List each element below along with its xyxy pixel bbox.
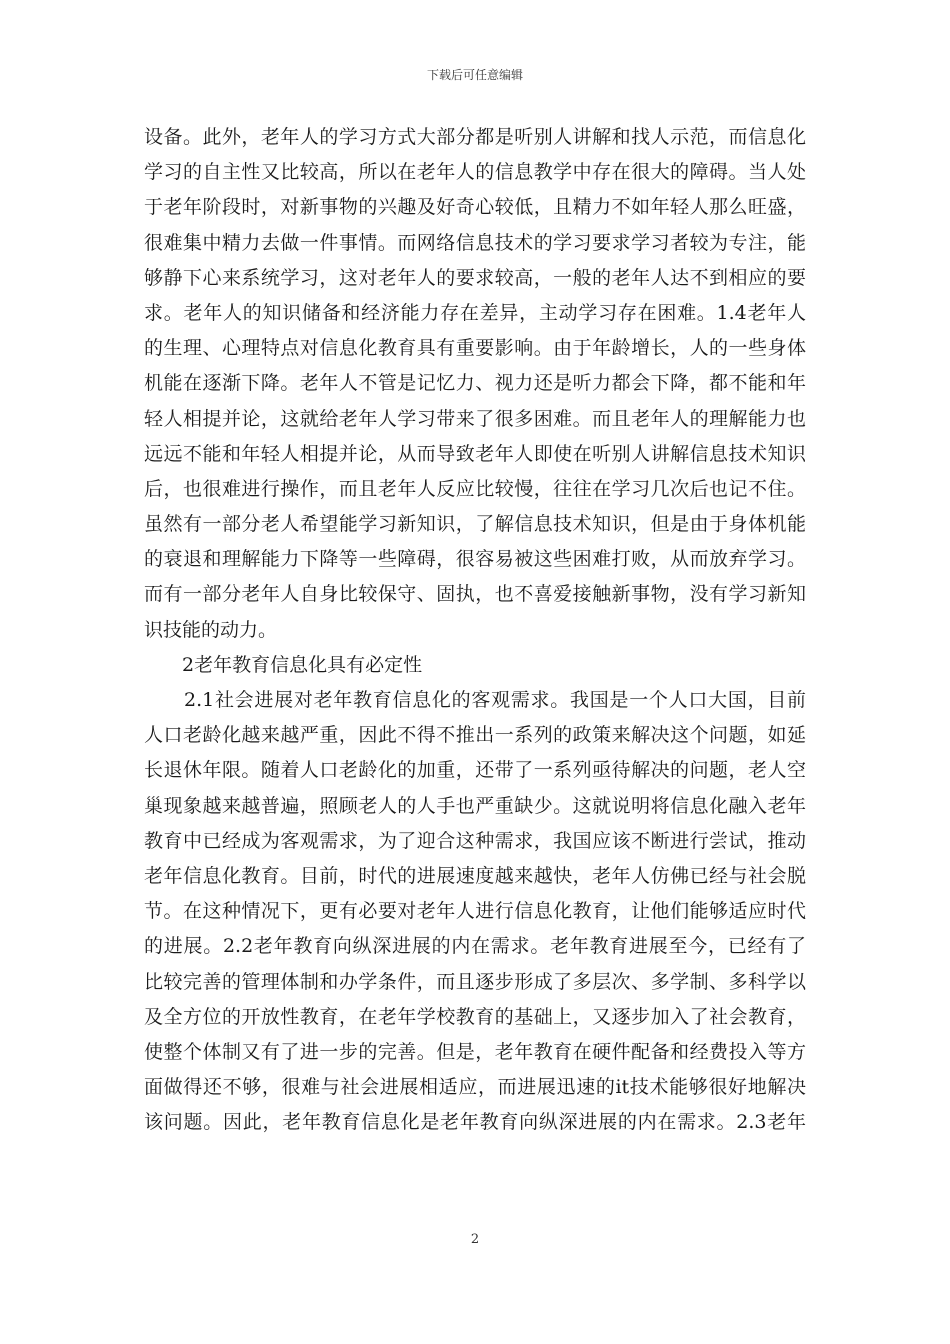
body-line: 识技能的动力。 bbox=[144, 618, 278, 641]
body-line: 使整个体制又有了进一步的完善。但是，老年教育在硬件配备和经费投入等方 bbox=[144, 1040, 806, 1063]
body-line: 学习的自主性又比较高，所以在老年人的信息教学中存在很大的障碍。当人处 bbox=[144, 161, 806, 184]
body-line: 求。老年人的知识储备和经济能力存在差异，主动学习存在困难。1.4老年人 bbox=[144, 301, 806, 324]
body-line: 老年信息化教育。目前，时代的进展速度越来越快，老年人仿佛已经与社会脱 bbox=[144, 864, 806, 887]
body-line: 很难集中精力去做一件事情。而网络信息技术的学习要求学习者较为专注，能 bbox=[144, 231, 806, 254]
body-line: 的衰退和理解能力下降等一些障碍，很容易被这些困难打败，从而放弃学习。 bbox=[144, 548, 806, 571]
page-number: 2 bbox=[470, 1232, 480, 1247]
body-line: 的进展。2.2老年教育向纵深进展的内在需求。老年教育进展至今，已经有了 bbox=[144, 935, 806, 958]
body-line: 及全方位的开放性教育，在老年学校教育的基础上，又逐步加入了社会教育， bbox=[144, 1005, 806, 1028]
body-line: 而有一部分老年人自身比较保守、固执，也不喜爱接触新事物，没有学习新知 bbox=[144, 583, 806, 606]
body-line: 的生理、心理特点对信息化教育具有重要影响。由于年龄增长，人的一些身体 bbox=[144, 337, 806, 360]
section-heading: 2老年教育信息化具有必定性 bbox=[182, 653, 423, 676]
body-line: 机能在逐渐下降。老年人不管是记忆力、视力还是听力都会下降，都不能和年 bbox=[144, 372, 806, 395]
body-line: 2.1社会进展对老年教育信息化的客观需求。我国是一个人口大国，目前 bbox=[184, 689, 806, 711]
document-body bbox=[144, 120, 806, 1140]
body-line: 巢现象越来越普遍，照顾老人的人手也严重缺少。这就说明将信息化融入老年 bbox=[144, 794, 806, 817]
body-line: 够静下心来系统学习，这对老年人的要求较高，一般的老年人达不到相应的要 bbox=[144, 266, 806, 289]
body-line: 面做得还不够，很难与社会进展相适应，而进展迅速的it技术能够很好地解决 bbox=[144, 1076, 806, 1099]
body-line: 比较完善的管理体制和办学条件，而且逐步形成了多层次、多学制、多科学以 bbox=[144, 970, 806, 993]
body-line: 虽然有一部分老人希望能学习新知识，了解信息技术知识，但是由于身体机能 bbox=[144, 513, 806, 536]
body-line: 长退休年限。随着人口老龄化的加重，还带了一系列亟待解决的问题，老人空 bbox=[144, 759, 806, 782]
body-line: 远远不能和年轻人相提并论，从而导致老年人即使在听别人讲解信息技术知识 bbox=[144, 442, 806, 465]
body-line: 后，也很难进行操作，而且老年人反应比较慢，往往在学习几次后也记不住。 bbox=[144, 477, 806, 500]
body-line: 该问题。因此，老年教育信息化是老年教育向纵深进展的内在需求。2.3老年 bbox=[144, 1111, 806, 1134]
page-header: 下载后可任意编辑 bbox=[426, 68, 523, 82]
body-line: 于老年阶段时，对新事物的兴趣及好奇心较低，且精力不如年轻人那么旺盛， bbox=[144, 196, 806, 219]
body-line: 教育中已经成为客观需求，为了迎合这种需求，我国应该不断进行尝试，推动 bbox=[144, 829, 806, 852]
body-line: 轻人相提并论，这就给老年人学习带来了很多困难。而且老年人的理解能力也 bbox=[144, 407, 806, 430]
body-line: 节。在这种情况下，更有必要对老年人进行信息化教育，让他们能够适应时代 bbox=[144, 900, 806, 923]
body-line: 设备。此外，老年人的学习方式大部分都是听别人讲解和找人示范，而信息化 bbox=[144, 126, 806, 148]
body-line: 人口老龄化越来越严重，因此不得不推出一系列的政策来解决这个问题，如延 bbox=[144, 724, 806, 747]
